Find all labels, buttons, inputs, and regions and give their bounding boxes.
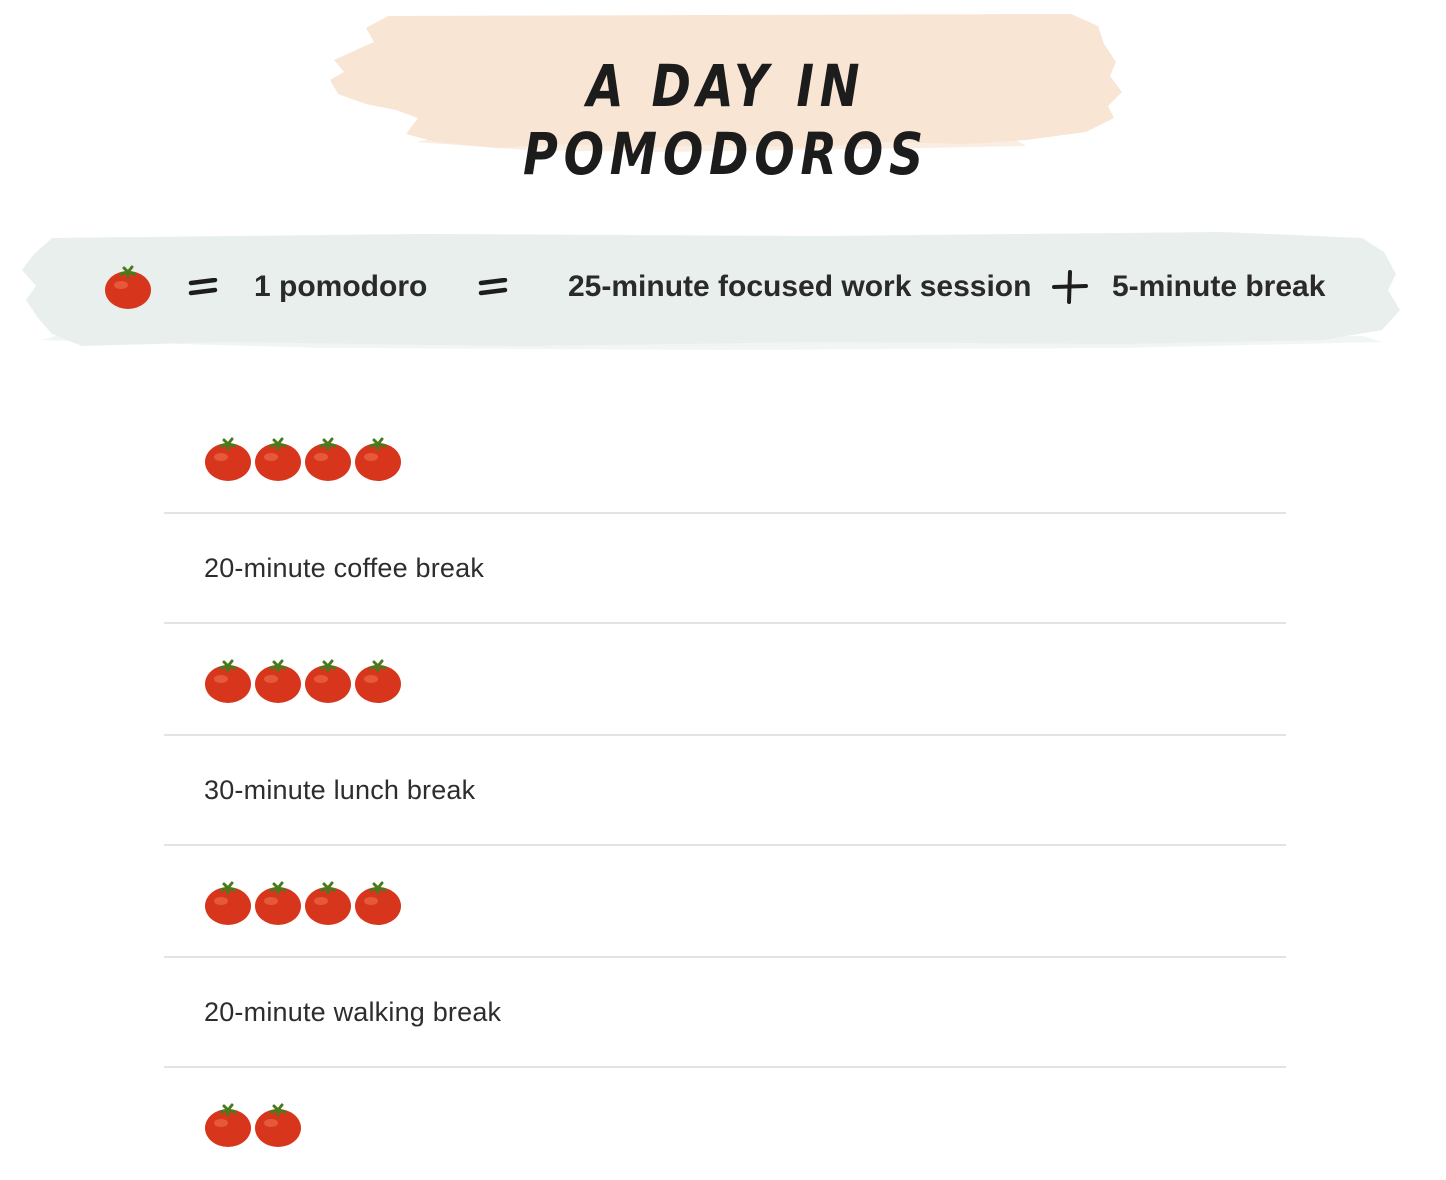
tomato-icon [204,658,252,704]
tomato-icon [254,658,302,704]
legend-tomato [104,230,152,344]
break-row [164,514,1286,624]
pomodoro-group [204,436,402,482]
tomato-icon [104,264,152,310]
equals-icon [188,278,218,296]
tomato-icon [254,1102,302,1148]
legend-unit-label: 1 pomodoro [254,270,428,303]
equals-sign-1 [188,230,218,344]
break-label: 20-minute walking break [204,996,502,1027]
tomato-icon [204,1102,252,1148]
legend-unit [254,230,427,344]
tomato-icon [304,658,352,704]
pomodoro-row [164,846,1286,958]
legend-break [1112,230,1325,344]
break-label: 20-minute coffee break [204,552,485,583]
tomato-icon [354,880,402,926]
plus-icon [1052,269,1088,305]
pomodoro-group [204,880,402,926]
legend-band [22,230,1402,358]
break-label: 30-minute lunch break [204,774,476,805]
equals-icon [478,278,508,296]
pomodoro-row [164,624,1286,736]
page-title: A DAY IN POMODOROS [523,52,929,188]
pomodoro-row [164,402,1286,514]
plus-sign [1052,230,1088,344]
pomodoro-row [164,1068,1286,1180]
tomato-icon [204,880,252,926]
title-banner [326,14,1126,188]
break-row [164,736,1286,846]
legend-break-label: 5-minute break [1112,270,1326,303]
tomato-icon [254,880,302,926]
tomato-icon [354,658,402,704]
tomato-icon [354,436,402,482]
legend-work-label: 25-minute focused work session [568,270,1032,303]
legend-work [568,230,1031,344]
schedule-list [164,402,1286,1180]
pomodoro-group [204,658,402,704]
break-row [164,958,1286,1068]
tomato-icon [304,436,352,482]
tomato-icon [204,436,252,482]
tomato-icon [254,436,302,482]
tomato-icon [304,880,352,926]
pomodoro-group [204,1102,302,1148]
equals-sign-2 [478,230,508,344]
